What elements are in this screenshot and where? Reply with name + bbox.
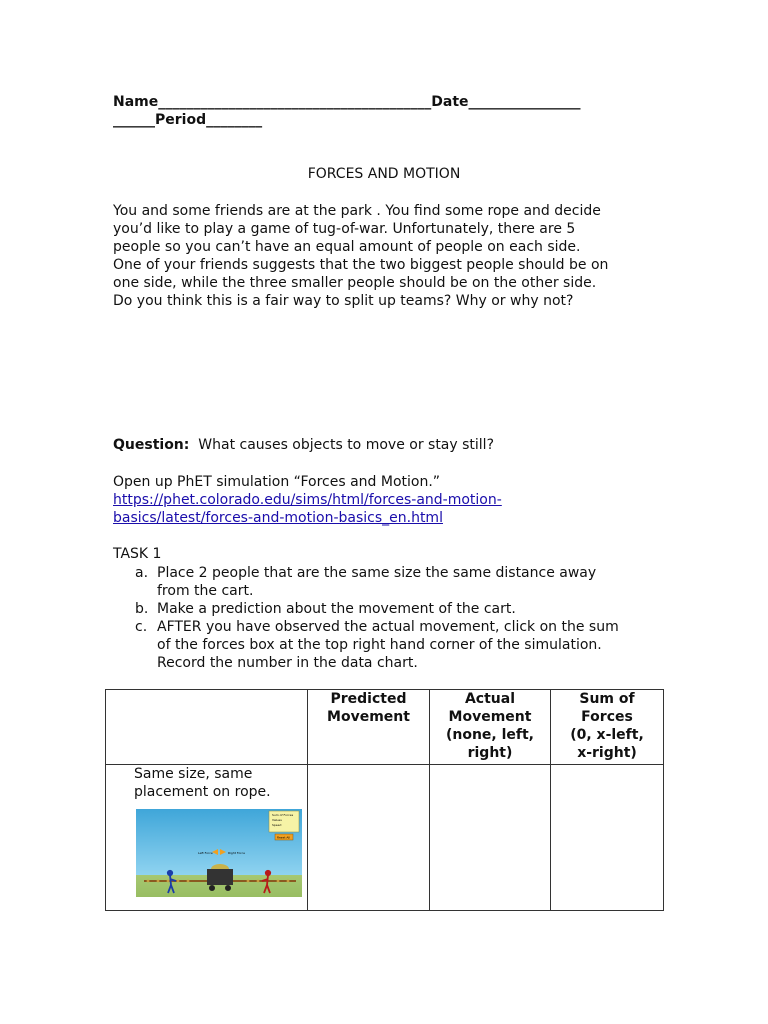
header-line: (none, left, <box>445 727 535 743</box>
list-marker: c. <box>135 619 148 635</box>
right-force-label: Right Force <box>228 851 245 855</box>
question-text: What causes objects to move or stay still? <box>189 437 495 453</box>
header-line: Movement <box>448 709 532 725</box>
period-blank: ________ <box>206 112 263 128</box>
list-item <box>135 564 655 600</box>
panel-line: Sum of Forces <box>272 813 294 817</box>
predicted-movement-cell[interactable] <box>308 765 430 911</box>
intro-paragraph <box>113 202 673 310</box>
header-line: right) <box>467 745 513 761</box>
header-line: Actual <box>464 691 516 707</box>
task-list <box>135 564 655 672</box>
list-item-line: Record the number in the data chart. <box>157 655 418 671</box>
period-prefix-blank: ______ <box>113 112 155 128</box>
simulation-link-line-1[interactable]: https://phet.colorado.edu/sims/html/forces-and-motion- <box>113 492 502 508</box>
header-line: Sum of <box>579 691 635 707</box>
name-date-line <box>113 93 581 111</box>
question-label: Question: <box>113 437 190 453</box>
panel-line: Speed <box>272 823 282 827</box>
list-item-line: Place 2 people that are the same size the same distance away <box>157 565 597 581</box>
list-item-line: of the forces box at the top right hand corner of the simulation. <box>157 637 602 653</box>
list-item <box>135 600 655 618</box>
table-row <box>106 765 664 911</box>
header-cell-empty <box>106 690 308 765</box>
name-blank: _______________________________________ <box>158 94 432 110</box>
intro-line: people so you can’t have an equal amount of people on each side. <box>113 239 581 255</box>
header-line: Movement <box>327 709 410 725</box>
period-label: Period <box>155 112 207 128</box>
intro-line: one side, while the three smaller people should be on the other side. <box>113 275 597 291</box>
tug-of-war-illustration <box>136 809 302 897</box>
control-panel <box>269 811 299 832</box>
list-item-line: Make a prediction about the movement of the cart. <box>157 601 516 617</box>
force-arrows-icon <box>212 849 226 855</box>
actual-movement-cell[interactable] <box>430 765 551 911</box>
row-label-line: placement on rope. <box>134 784 271 800</box>
intro-line: You and some friends are at the park . You find some rope and decide <box>113 203 601 219</box>
page-title: FORCES AND MOTION <box>307 166 461 182</box>
cart <box>207 864 233 891</box>
list-marker: a. <box>135 565 149 581</box>
header-line: Predicted <box>330 691 407 707</box>
date-blank: ________________ <box>468 94 581 110</box>
date-label: Date <box>431 94 469 110</box>
task-heading: TASK 1 <box>113 546 162 562</box>
intro-line: you’d like to play a game of tug-of-war. Unfortunately, there are 5 <box>113 221 576 237</box>
simulation-link-line-2[interactable]: basics/latest/forces-and-motion-basics_en.html <box>113 510 443 526</box>
header-line: x-right) <box>577 745 637 761</box>
sum-of-forces-cell[interactable] <box>551 765 664 911</box>
row-label-cell <box>106 765 308 911</box>
question-line <box>113 436 494 454</box>
simulation-thumbnail <box>136 809 302 897</box>
row-label-line: Same size, same <box>134 766 253 782</box>
list-item-line: from the cart. <box>157 583 254 599</box>
reset-button-label: Reset All <box>277 835 291 840</box>
header-sum-of-forces <box>551 690 664 765</box>
data-chart-table <box>105 689 664 911</box>
header-line: (0, x-left, <box>570 727 644 743</box>
table-header-row <box>106 690 664 765</box>
intro-line: Do you think this is a fair way to split up teams? Why or why not? <box>113 293 574 309</box>
header-actual-movement <box>430 690 551 765</box>
panel-line: Values <box>272 818 282 822</box>
header-predicted-movement <box>308 690 430 765</box>
list-marker: b. <box>135 601 149 617</box>
header-line: Forces <box>581 709 633 725</box>
row-label <box>106 765 307 801</box>
name-label: Name <box>113 94 159 110</box>
intro-line: One of your friends suggests that the two biggest people should be on <box>113 257 609 273</box>
period-line <box>113 111 262 129</box>
left-force-label: Left Force <box>198 851 213 855</box>
open-instruction: Open up PhET simulation “Forces and Motion.” <box>113 474 441 490</box>
list-item <box>135 618 655 672</box>
list-item-line: AFTER you have observed the actual movement, click on the sum <box>157 619 619 635</box>
